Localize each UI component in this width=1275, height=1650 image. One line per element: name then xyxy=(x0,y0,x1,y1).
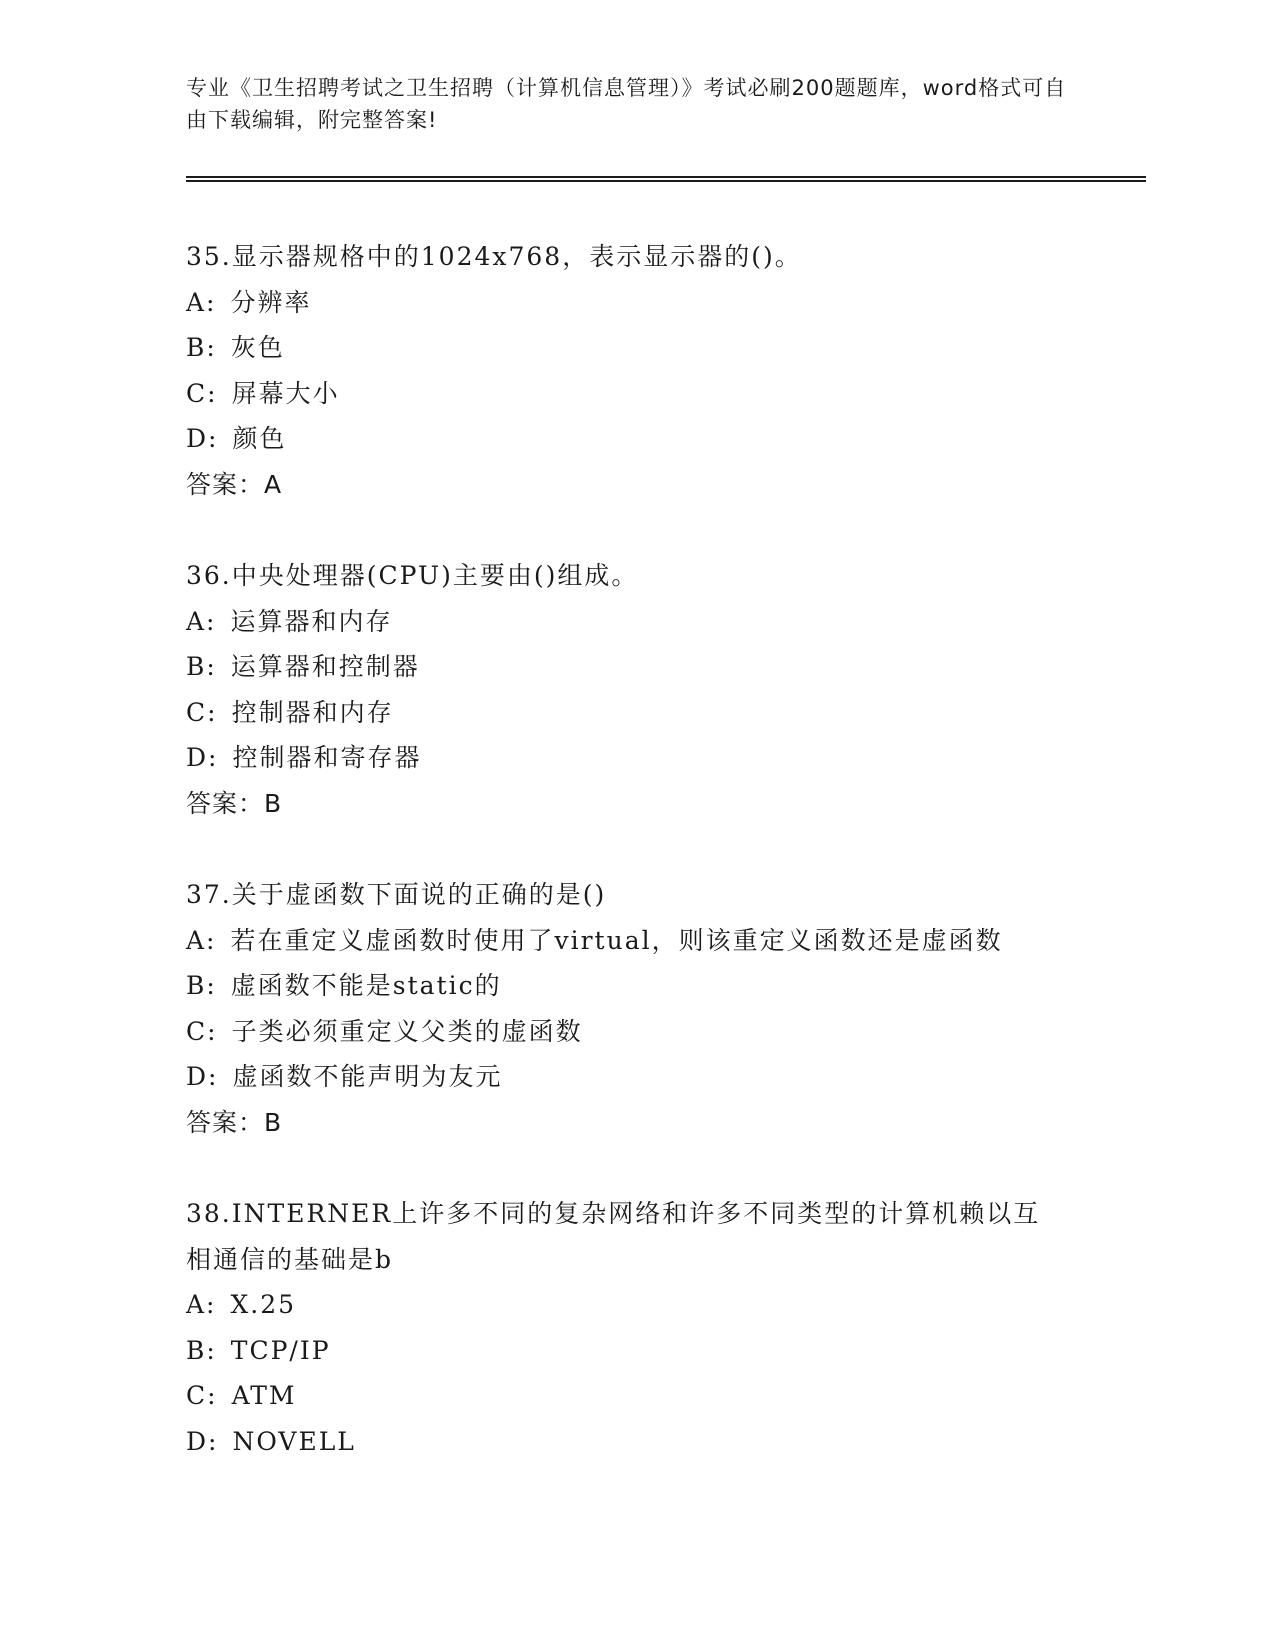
option-text: 颜色 xyxy=(232,424,287,453)
option-key: A: xyxy=(186,606,217,636)
option-row xyxy=(186,644,1146,690)
question-number: 37. xyxy=(186,880,232,909)
option-text: 虚函数不能是static的 xyxy=(230,971,502,1000)
option-text: X.25 xyxy=(230,1290,297,1319)
option-key: B: xyxy=(186,333,217,362)
option-text: 子类必须重定义父类的虚函数 xyxy=(231,1016,583,1046)
answer-label: 答案： xyxy=(186,469,265,499)
option-text: ATM xyxy=(231,1381,297,1410)
question-number: 35. xyxy=(186,242,232,271)
option-text: 灰色 xyxy=(230,333,285,362)
option-key: C: xyxy=(186,1381,218,1410)
option-key: C: xyxy=(186,378,218,408)
option-key: B: xyxy=(186,652,217,681)
option-row xyxy=(186,325,1146,371)
answer-line xyxy=(186,1100,1146,1146)
option-key: A: xyxy=(186,925,217,955)
question-stem xyxy=(186,872,1066,918)
option-row xyxy=(186,371,1146,417)
question-text: INTERNER上许多不同的复杂网络和许多不同类型的计算机赖以互相通信的基础是b xyxy=(186,1199,1041,1274)
question-text: 显示器规格中的1024x768，表示显示器的()。 xyxy=(231,242,802,271)
option-row xyxy=(186,690,1146,736)
option-row xyxy=(186,416,1146,462)
answer-line xyxy=(186,462,1146,508)
header-divider xyxy=(186,176,1146,182)
option-key: B: xyxy=(186,971,217,1000)
question-35 xyxy=(186,234,1146,507)
question-stem xyxy=(186,553,1066,599)
option-row xyxy=(186,1282,1146,1328)
question-number: 38. xyxy=(186,1199,232,1228)
option-key: D: xyxy=(186,1426,219,1456)
option-row xyxy=(186,735,1146,781)
option-key: D: xyxy=(186,1062,219,1091)
answer-label: 答案： xyxy=(186,788,265,818)
question-stem xyxy=(186,1191,1066,1282)
option-row xyxy=(186,1009,1146,1055)
option-row xyxy=(186,599,1146,645)
option-key: A: xyxy=(186,1290,217,1319)
option-row xyxy=(186,1419,1146,1465)
option-text: 运算器和控制器 xyxy=(230,652,420,681)
option-row xyxy=(186,280,1146,326)
question-text: 关于虚函数下面说的正确的是() xyxy=(231,880,607,909)
question-text: 中央处理器(CPU)主要由()组成。 xyxy=(231,561,639,590)
option-row xyxy=(186,918,1146,964)
answer-label: 答案： xyxy=(186,1107,265,1137)
option-text: 虚函数不能声明为友元 xyxy=(232,1062,503,1091)
document-page xyxy=(186,72,1146,1510)
option-key: A: xyxy=(186,287,217,317)
option-text: 屏幕大小 xyxy=(231,378,340,408)
option-row xyxy=(186,1328,1146,1374)
answer-value: B xyxy=(264,788,283,818)
option-text: 控制器和寄存器 xyxy=(232,743,422,772)
option-row xyxy=(186,1054,1146,1100)
option-key: D: xyxy=(186,743,219,772)
question-list xyxy=(186,234,1146,1464)
option-text: NOVELL xyxy=(232,1426,356,1456)
question-38 xyxy=(186,1191,1146,1464)
option-row xyxy=(186,1373,1146,1419)
document-header: 专业《卫生招聘考试之卫生招聘（计算机信息管理）》考试必刷200题题库，word格式可自由下载编辑，附完整答案! xyxy=(186,76,1067,132)
question-stem xyxy=(186,234,1066,280)
answer-value: A xyxy=(264,469,283,499)
option-text: 控制器和内存 xyxy=(231,697,394,727)
option-key: D: xyxy=(186,424,219,453)
option-text: 若在重定义虚函数时使用了virtual，则该重定义函数还是虚函数 xyxy=(230,925,1003,955)
option-row xyxy=(186,963,1146,1009)
answer-line xyxy=(186,781,1146,827)
question-36 xyxy=(186,553,1146,826)
option-text: 运算器和内存 xyxy=(230,606,393,636)
answer-value: B xyxy=(264,1107,283,1137)
option-text: 分辨率 xyxy=(230,287,312,317)
question-number: 36. xyxy=(186,561,232,590)
question-37 xyxy=(186,872,1146,1145)
option-key: C: xyxy=(186,697,218,727)
option-key: B: xyxy=(186,1335,217,1365)
option-text: TCP/IP xyxy=(230,1335,331,1365)
option-key: C: xyxy=(186,1016,218,1046)
